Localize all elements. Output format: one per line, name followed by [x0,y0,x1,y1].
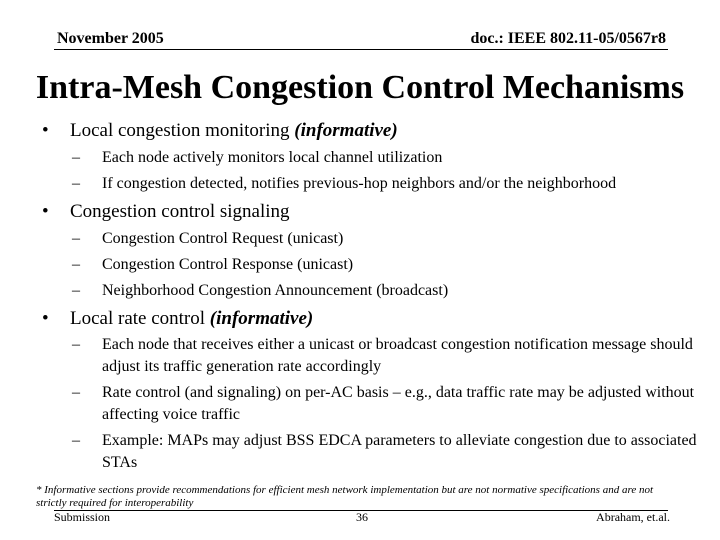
header-doc-id: doc.: IEEE 802.11-05/0567r8 [470,30,666,47]
sub-bullet [72,254,720,276]
sub-bullet [72,280,720,302]
sub-bullet [72,334,720,378]
dash-marker: – [72,384,80,401]
bullet-marker: • [42,120,49,141]
bullet-emphasis: (informative) [209,308,314,329]
dash-marker: – [72,175,80,192]
dash-marker: – [72,336,80,353]
dash-marker: – [72,282,80,299]
sub-bullet-text: Rate control (and signaling) on per-AC basis – e.g., data traffic rate may be adjusted without affecting voice traffic [102,384,695,423]
bullet-marker: • [42,201,49,222]
footer-submission: Submission [54,510,111,524]
bullet-label: Local congestion monitoring [70,120,295,141]
footer-authors: Abraham, et.al. [596,510,670,524]
header-date: November 2005 [57,30,164,47]
bullet-label: Local rate control [70,308,210,329]
sub-bullet-text: Each node that receives either a unicast or broadcast congestion notification message should adjust its traffic generation rate accordingly [102,336,693,375]
page-number: 36 [356,510,368,524]
sub-bullet-text: Congestion Control Response (unicast) [102,256,354,273]
footnote: * Informative sections provide recommendations for efficient mesh network implementation but are not normative specifications and are not strictly required for interoperability [36,484,654,509]
dash-marker: – [72,230,80,247]
sub-bullet [72,430,720,474]
sub-bullet [72,173,720,195]
sub-bullet-text: If congestion detected, notifies previous-hop neighbors and/or the neighborhood [102,175,617,192]
bullet-local-rate-control [42,308,313,330]
slide-title: Intra-Mesh Congestion Control Mechanisms [35,69,685,106]
bullet-emphasis: (informative) [294,120,398,141]
dash-marker: – [72,256,80,273]
bullet-local-congestion-monitoring [42,120,398,142]
sub-bullet [72,147,720,169]
dash-marker: – [72,432,80,449]
sub-bullet-text: Neighborhood Congestion Announcement (broadcast) [102,282,449,299]
header-rule [54,49,668,50]
sub-bullet [72,228,720,250]
bullet-congestion-control-signaling [42,201,290,223]
bullet-marker: • [42,308,49,329]
sub-bullet [72,382,720,426]
bullet-label: Congestion control signaling [70,201,290,222]
sub-bullet-text: Congestion Control Request (unicast) [102,230,344,247]
sub-bullet-text: Each node actively monitors local channel utilization [102,149,443,166]
sub-bullet-text: Example: MAPs may adjust BSS EDCA parameters to alleviate congestion due to associated STAs [102,432,697,471]
dash-marker: – [72,149,80,166]
